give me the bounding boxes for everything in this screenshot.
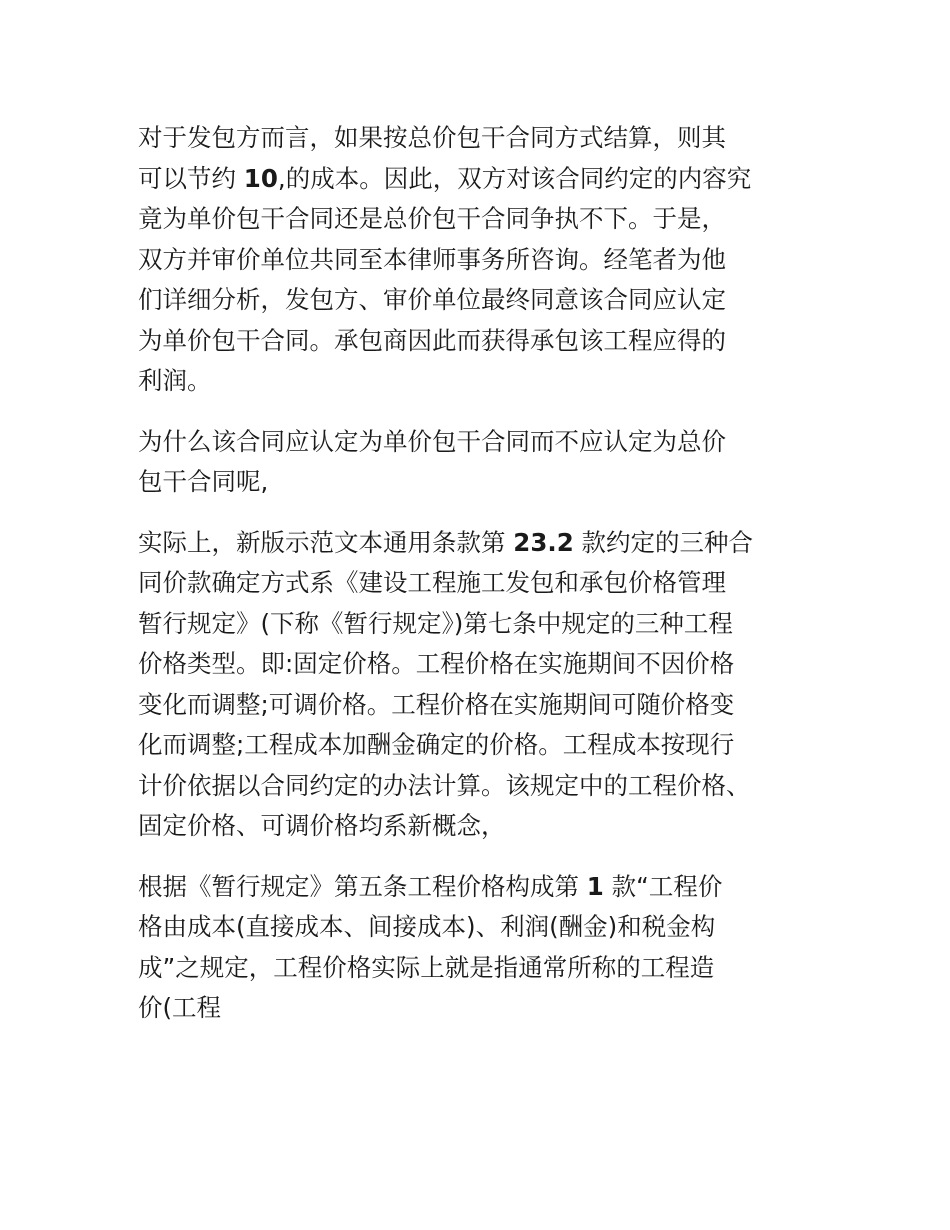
text-line <box>138 199 818 240</box>
text-line <box>138 361 818 402</box>
text-run: ,的成本。因此，双方对该合同约定的内容究 <box>277 163 752 193</box>
text-run: 实际上，新版示范文本通用条款第 <box>138 527 514 557</box>
text-run: 款约定的三种合 <box>573 527 754 557</box>
text-run: 价格类型。即:固定价格。工程价格在实施期间不因价格 <box>138 649 735 678</box>
text-run: 格由成本(直接成本、间接成本)、利润(酬金)和税金构 <box>138 912 716 941</box>
bold-number: 23.2 <box>513 527 574 557</box>
paragraph-2 <box>138 422 818 503</box>
text-line <box>138 766 818 807</box>
text-line <box>138 907 818 948</box>
text-run: 包干合同呢, <box>138 467 269 496</box>
text-run: 对于发包方而言，如果按总价包干合同方式结算，则其 <box>138 123 726 152</box>
text-line <box>138 948 818 989</box>
paragraph-1 <box>138 118 818 402</box>
text-line <box>138 685 818 726</box>
bold-number: 1 <box>586 871 604 901</box>
text-run: 暂行规定》(下称《暂行规定》)第七条中规定的三种工程 <box>138 608 733 638</box>
text-run: 变化而调整;可调价格。工程价格在实施期间可随价格变 <box>138 689 735 719</box>
text-run: 固定价格、可调价格均系新概念， <box>138 811 506 840</box>
paragraph-3 <box>138 523 818 847</box>
text-line <box>138 806 818 847</box>
text-run: 同价款确定方式系《建设工程施工发包和承包价格管理 <box>138 568 726 597</box>
text-run: 化而调整;工程成本加酬金确定的价格。工程成本按现行 <box>138 730 735 759</box>
text-run: 竟为单价包干合同还是总价包干合同争执不下。于是， <box>138 204 726 233</box>
text-line <box>138 118 818 159</box>
text-line <box>138 604 818 645</box>
text-run: 款“工程价 <box>603 871 723 901</box>
text-run: 为单价包干合同。承包商因此而获得承包该工程应得的 <box>138 325 726 355</box>
text-line <box>138 988 818 1029</box>
text-line <box>138 725 818 766</box>
document-page <box>138 118 818 1029</box>
text-run: 计价依据以合同约定的办法计算。该规定中的工程价格、 <box>138 770 751 800</box>
text-line <box>138 462 818 503</box>
text-line <box>138 321 818 362</box>
text-run: 根据《暂行规定》第五条工程价格构成第 <box>138 871 587 901</box>
text-run: 们详细分析，发包方、审价单位最终同意该合同应认定 <box>138 285 726 314</box>
text-run: 成”之规定，工程价格实际上就是指通常所称的工程造 <box>138 952 715 982</box>
text-line <box>138 563 818 604</box>
text-run: 利润。 <box>138 366 212 395</box>
text-run: 双方并审价单位共同至本律师事务所咨询。经笔者为他 <box>138 244 726 274</box>
text-line <box>138 422 818 463</box>
paragraph-4 <box>138 867 818 1029</box>
text-run: 可以节约 <box>138 163 244 193</box>
bold-number: 10 <box>243 163 278 193</box>
text-line <box>138 240 818 281</box>
text-line <box>138 280 818 321</box>
text-line <box>138 523 818 564</box>
text-run: 价(工程 <box>138 993 222 1022</box>
text-line <box>138 644 818 685</box>
text-line <box>138 159 818 200</box>
text-run: 为什么该合同应认定为单价包干合同而不应认定为总价 <box>138 426 726 456</box>
text-line <box>138 867 818 908</box>
